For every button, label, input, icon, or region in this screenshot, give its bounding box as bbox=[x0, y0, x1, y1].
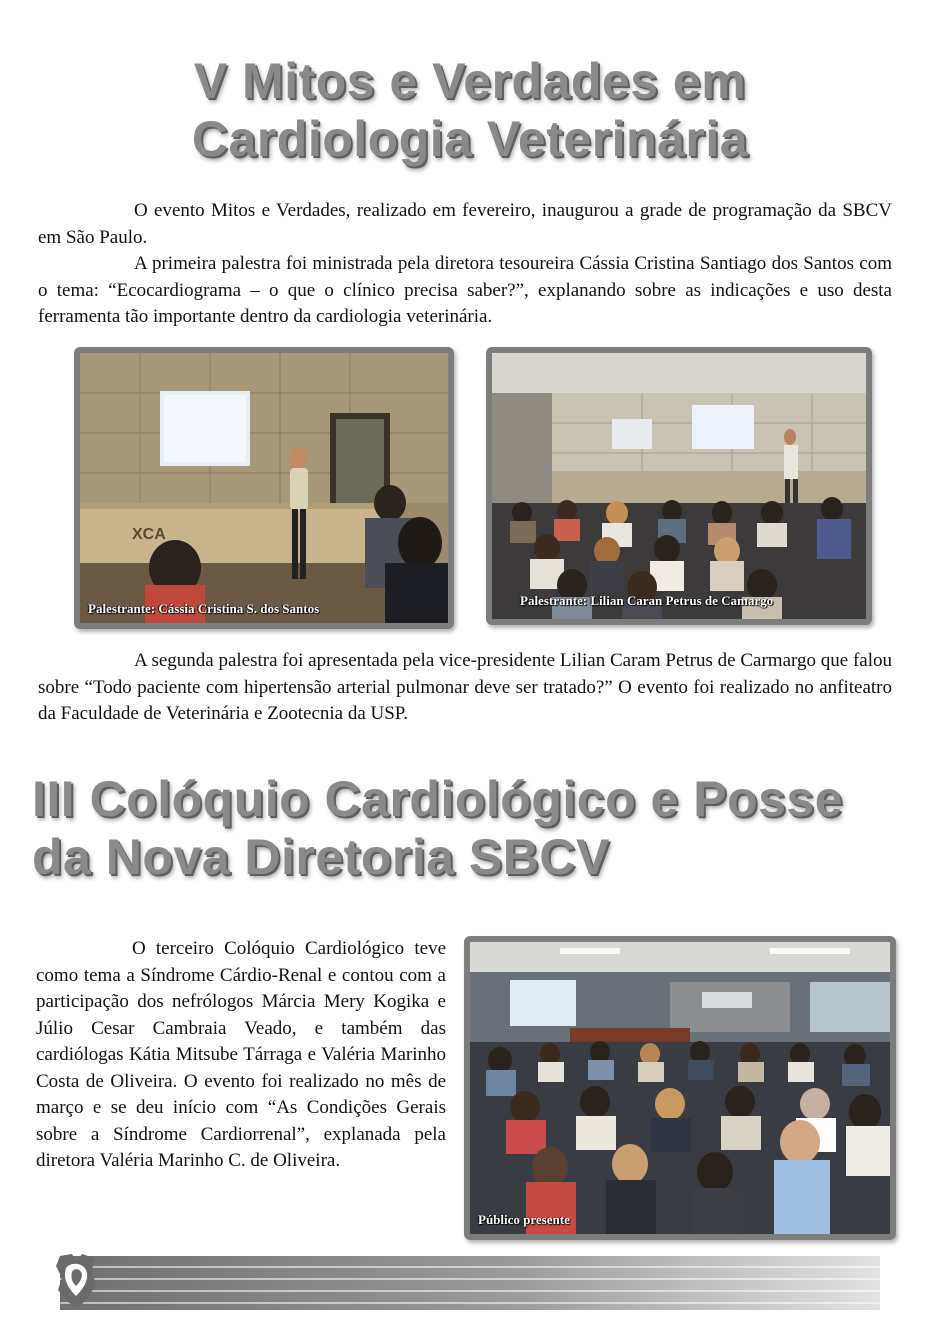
section1-paragraph1: O evento Mitos e Verdades, realizado em fevereiro, inaugurou a grade de programação da SBCV em São Paulo. bbox=[38, 200, 892, 248]
photo-speaker-lilian-image bbox=[492, 353, 866, 619]
section1-paragraph3: A segunda palestra foi apresentada pela vice-presidente Lilian Caram Petrus de Carmargo que falou sobre “Todo paciente com hipertensão arterial pulmonar deve ser tratado?” O evento foi realizado no anfiteatro da Faculdade de Veterinária e Zootecnia da USP. bbox=[38, 650, 892, 724]
section2-title-line1: III Colóquio Cardiológico e Posse bbox=[32, 771, 844, 827]
section1-title bbox=[0, 52, 940, 168]
section1-paragraph2: A primeira palestra foi ministrada pela diretora tesoureira Cássia Cristina Santiago dos Santos com o tema: “Ecocardiograma – o que o clínico precisa saber?”, explanando sobre as indicações e uso desta ferramenta tão importante dentro da cardiologia veterinária. bbox=[38, 253, 892, 327]
photo-speaker-cassia-image bbox=[80, 353, 448, 623]
section2-title bbox=[32, 770, 912, 886]
photo2-caption: Palestrante: Lilian Caran Petrus de Camargo bbox=[520, 593, 774, 608]
photo-speaker-lilian bbox=[486, 347, 872, 625]
footer-stripe bbox=[60, 1266, 880, 1268]
photo1-caption: Palestrante: Cássia Cristina S. dos Santos bbox=[88, 601, 320, 616]
section2-paragraph1: O terceiro Colóquio Cardiológico teve como tema a Síndrome Cárdio-Renal e contou com a participação dos nefrólogos Márcia Mery Kogika e Júlio Cesar Cambraia Veado, e também das cardiólogas Kátia Mitsube Tárraga e Valéria Marinho Costa de Oliveira. O evento foi realizado no mês de março e se deu início com “As Condições Gerais sobre a Síndrome Cardiorrenal”, explanada pela diretora Valéria Marinho C. de Oliveira. bbox=[36, 938, 446, 1171]
section1-title-line2: Cardiologia Veterinária bbox=[191, 111, 749, 167]
svg-text:XCA: XCA bbox=[132, 526, 166, 543]
footer-stripe bbox=[60, 1278, 880, 1280]
sbcv-logo-icon bbox=[52, 1250, 100, 1312]
photo-audience-image bbox=[470, 942, 890, 1234]
section2-title-line2: da Nova Diretoria SBCV bbox=[32, 829, 610, 885]
section1-title-line1: V Mitos e Verdades em bbox=[193, 53, 747, 109]
photo3-caption: Público presente bbox=[478, 1212, 570, 1227]
footer-bar bbox=[60, 1256, 880, 1310]
photo-audience bbox=[464, 936, 896, 1240]
footer-stripe bbox=[60, 1290, 880, 1292]
photo-speaker-cassia bbox=[74, 347, 454, 629]
footer-stripe bbox=[60, 1302, 880, 1304]
